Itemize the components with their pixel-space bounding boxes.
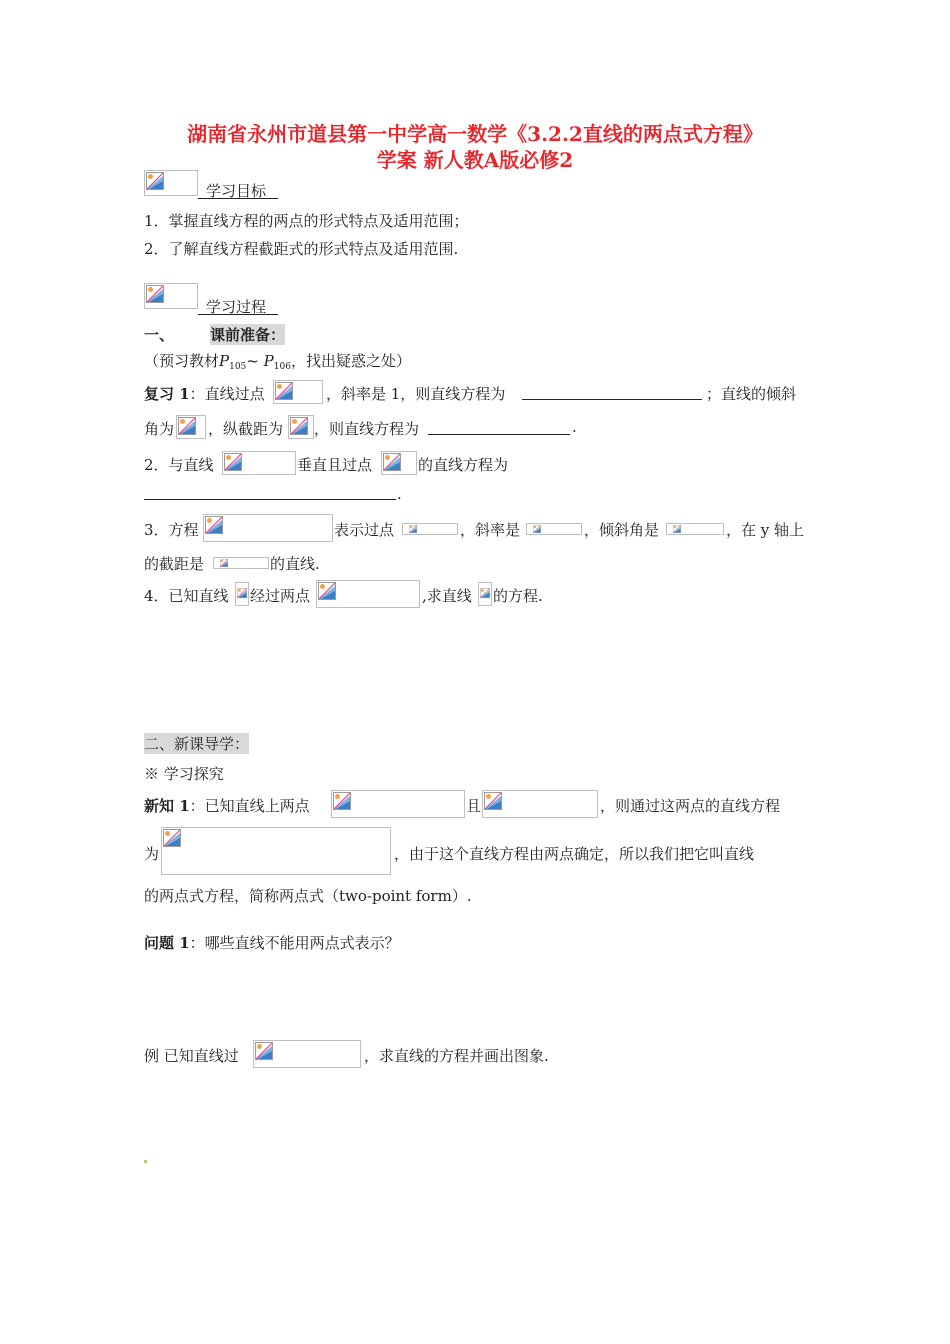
q4-text-a: 4．已知直线	[144, 587, 229, 605]
broken-image-icon	[484, 792, 502, 810]
q3-text-f: 的截距是	[144, 555, 205, 573]
section2-title: 二、新课导学：	[144, 735, 250, 753]
process-heading-underline	[198, 314, 278, 315]
preview-note: （预习教材$P_{105}\sim$ $P_{106}$，找出疑惑之处）	[144, 352, 411, 372]
broken-image-icon	[224, 453, 242, 471]
new1-formula-image	[161, 827, 391, 875]
broken-image-icon	[205, 516, 223, 534]
goals-heading-underline	[198, 198, 278, 199]
broken-image-icon	[215, 559, 233, 567]
goals-heading-image	[144, 170, 198, 196]
broken-image-icon	[255, 1042, 273, 1060]
broken-image-icon	[146, 285, 164, 303]
goal-item-2: 2．了解直线方程截距式的形式特点及适用范围.	[144, 240, 459, 258]
broken-image-icon	[318, 582, 336, 600]
section1-number: 一、	[144, 326, 175, 344]
q3-text-e: ，在 y 轴上	[726, 521, 805, 539]
review1-slope-text: ，斜率是 1，则直线方程为	[326, 385, 506, 403]
question1: 问题 1：哪些直线不能用两点式表示？	[144, 934, 400, 952]
broken-image-icon	[404, 525, 422, 533]
goals-heading: 学习目标	[206, 182, 267, 200]
review1-angle-text: 角为	[144, 420, 175, 438]
q2-line-image	[222, 451, 296, 475]
q3-point-blank	[402, 523, 458, 535]
q4-text-c: ,求直线	[422, 587, 472, 605]
review1-angle-image	[176, 415, 206, 439]
q3-text-d: ，倾斜角是	[584, 521, 660, 539]
section1-title: 课前准备：	[210, 326, 286, 344]
q3-text-a: 3．方程	[144, 521, 199, 539]
review1-equation-text: ，则直线方程为	[314, 420, 420, 438]
review1-period: .	[572, 418, 577, 436]
q2-text-c: 的直线方程为	[418, 456, 509, 474]
new1-point2-image	[482, 790, 598, 818]
q3-equation-image	[203, 514, 333, 542]
broken-image-icon	[178, 417, 196, 435]
broken-image-icon	[333, 792, 351, 810]
q3-text-c: ，斜率是	[460, 521, 521, 539]
new1-text-c: ，则通过这两点的直线方程	[600, 797, 781, 815]
review1-intercept-image	[288, 415, 314, 439]
broken-image-icon	[275, 382, 293, 400]
q4-points-image	[316, 580, 420, 608]
q2-period: .	[397, 485, 402, 503]
q3-angle-blank	[666, 523, 724, 535]
q4-text-b: 经过两点	[250, 587, 311, 605]
new1-text-f: 的两点式方程，简称两点式（two-point form）.	[144, 887, 472, 905]
broken-image-icon	[528, 525, 546, 533]
stray-dot	[144, 1160, 147, 1163]
q2-text-b: 垂直且过点	[297, 456, 373, 474]
broken-image-icon	[480, 584, 490, 602]
review1-answer-blank-2[interactable]	[428, 434, 570, 435]
broken-image-icon	[290, 417, 308, 435]
new1-point1-image	[331, 790, 465, 818]
q4-text-d: 的方程.	[493, 587, 543, 605]
explore-heading: ※ 学习探究	[144, 765, 224, 783]
q3-intercept-blank	[213, 557, 269, 569]
doc-title-line1: 湖南省永州市道县第一中学高一数学《3.2.2直线的两点式方程》	[187, 122, 763, 146]
new1-text-d: 为	[144, 845, 160, 863]
process-heading: 学习过程	[206, 298, 267, 316]
q2-text-a: 2．与直线	[144, 456, 214, 474]
broken-image-icon	[383, 453, 401, 471]
review1-label: 复习 1：直线过点	[144, 385, 265, 403]
process-heading-image	[144, 283, 198, 309]
new1-and: 且	[466, 797, 482, 815]
example-points-image	[253, 1040, 361, 1068]
review1-intercept-text: ，纵截距为	[208, 420, 284, 438]
q3-slope-blank	[526, 523, 582, 535]
new1-text-e: ，由于这个直线方程由两点确定，所以我们把它叫直线	[394, 845, 755, 863]
broken-image-icon	[668, 525, 686, 533]
new1-label: 新知 1：已知直线上两点	[144, 797, 310, 815]
q3-text-b: 表示过点	[334, 521, 395, 539]
example-text-a: 例 已知直线过	[144, 1047, 239, 1065]
review1-incline-text: ；直线的倾斜	[706, 385, 797, 403]
q3-text-g: 的直线.	[270, 555, 320, 573]
q4-line-image-2	[478, 582, 492, 606]
review1-point-image	[273, 380, 323, 404]
review1-answer-blank-1[interactable]	[522, 399, 702, 400]
goal-item-1: 1．掌握直线方程的两点的形式特点及适用范围；	[144, 212, 469, 230]
doc-title-line2: 学案 新人教A版必修2	[376, 148, 574, 172]
broken-image-icon	[163, 829, 181, 847]
q2-answer-blank[interactable]	[144, 499, 396, 500]
q2-point-image	[381, 451, 417, 475]
broken-image-icon	[146, 172, 164, 190]
example-text-b: ，求直线的方程并画出图象.	[364, 1047, 549, 1065]
broken-image-icon	[237, 584, 247, 602]
q4-line-image	[235, 582, 249, 606]
